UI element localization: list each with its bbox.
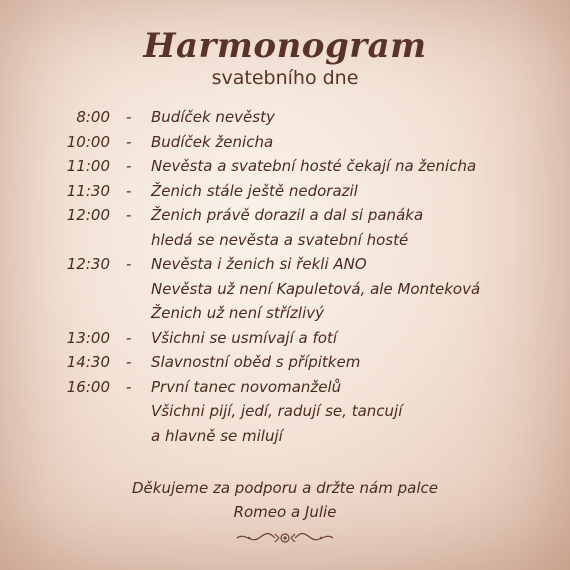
schedule-time: 11:00 bbox=[66, 157, 110, 175]
floral-divider-icon bbox=[235, 528, 335, 548]
schedule-row bbox=[0, 378, 570, 403]
schedule-time: 12:30 bbox=[66, 255, 110, 273]
schedule-activity: Nevěsta už není Kapuletová, ale Monteková bbox=[151, 279, 481, 298]
schedule-row bbox=[0, 280, 570, 305]
schedule-dash: - bbox=[126, 328, 132, 347]
schedule-time: 13:00 bbox=[66, 328, 110, 347]
schedule-row bbox=[0, 108, 570, 133]
schedule-row bbox=[0, 427, 570, 452]
schedule-dash: - bbox=[126, 353, 132, 371]
schedule-row bbox=[0, 255, 570, 280]
schedule-row bbox=[0, 206, 570, 231]
schedule-row bbox=[0, 231, 570, 256]
schedule-time: 16:00 bbox=[66, 377, 110, 396]
closing-text bbox=[0, 476, 570, 524]
schedule-activity: Ženich stále ještě nedorazil bbox=[151, 181, 358, 200]
schedule-activity: Ženich právě dorazil a dal si panáka bbox=[151, 206, 424, 224]
schedule-activity: Slavnostní oběd s přípitkem bbox=[151, 353, 361, 371]
schedule-time: 14:30 bbox=[66, 353, 110, 371]
schedule-dash: - bbox=[126, 377, 132, 396]
schedule-row bbox=[0, 182, 570, 207]
schedule-time: 12:00 bbox=[66, 206, 110, 224]
schedule-list bbox=[0, 108, 570, 451]
schedule-time: 11:30 bbox=[66, 181, 110, 200]
schedule-activity: Budíček nevěsty bbox=[151, 108, 275, 126]
schedule-dash: - bbox=[126, 157, 132, 175]
schedule-dash: - bbox=[126, 255, 132, 273]
schedule-activity: Nevěsta i ženich si řekli ANO bbox=[151, 255, 367, 273]
page-title: Harmonogram bbox=[143, 26, 427, 66]
schedule-dash: - bbox=[126, 206, 132, 224]
schedule-activity: Všichni se usmívají a fotí bbox=[151, 328, 337, 347]
schedule-row bbox=[0, 353, 570, 378]
page-subtitle: svatebního dne bbox=[211, 67, 359, 89]
schedule-dash: - bbox=[126, 108, 132, 126]
schedule-row bbox=[0, 402, 570, 427]
thanks-line: Děkujeme za podporu a držte nám palce bbox=[131, 479, 438, 497]
schedule-row bbox=[0, 133, 570, 158]
schedule-activity: a hlavně se milují bbox=[151, 426, 283, 445]
schedule-activity: Nevěsta a svatební hosté čekají na ženicha bbox=[151, 157, 477, 175]
schedule-activity: hledá se nevěsta a svatební hosté bbox=[151, 230, 409, 249]
schedule-time: 8:00 bbox=[76, 108, 110, 126]
schedule-activity: Ženich už není střízlivý bbox=[151, 304, 325, 322]
schedule-row bbox=[0, 304, 570, 329]
schedule-time: 10:00 bbox=[66, 132, 110, 151]
schedule-dash: - bbox=[126, 181, 132, 200]
schedule-activity: První tanec novomanželů bbox=[151, 377, 342, 396]
schedule-activity: Všichni pijí, jedí, radují se, tancují bbox=[151, 402, 403, 420]
schedule-row bbox=[0, 157, 570, 182]
schedule-row bbox=[0, 329, 570, 354]
schedule-activity: Budíček ženicha bbox=[151, 132, 274, 151]
signature-line: Romeo a Julie bbox=[233, 503, 337, 521]
schedule-dash: - bbox=[126, 132, 132, 151]
